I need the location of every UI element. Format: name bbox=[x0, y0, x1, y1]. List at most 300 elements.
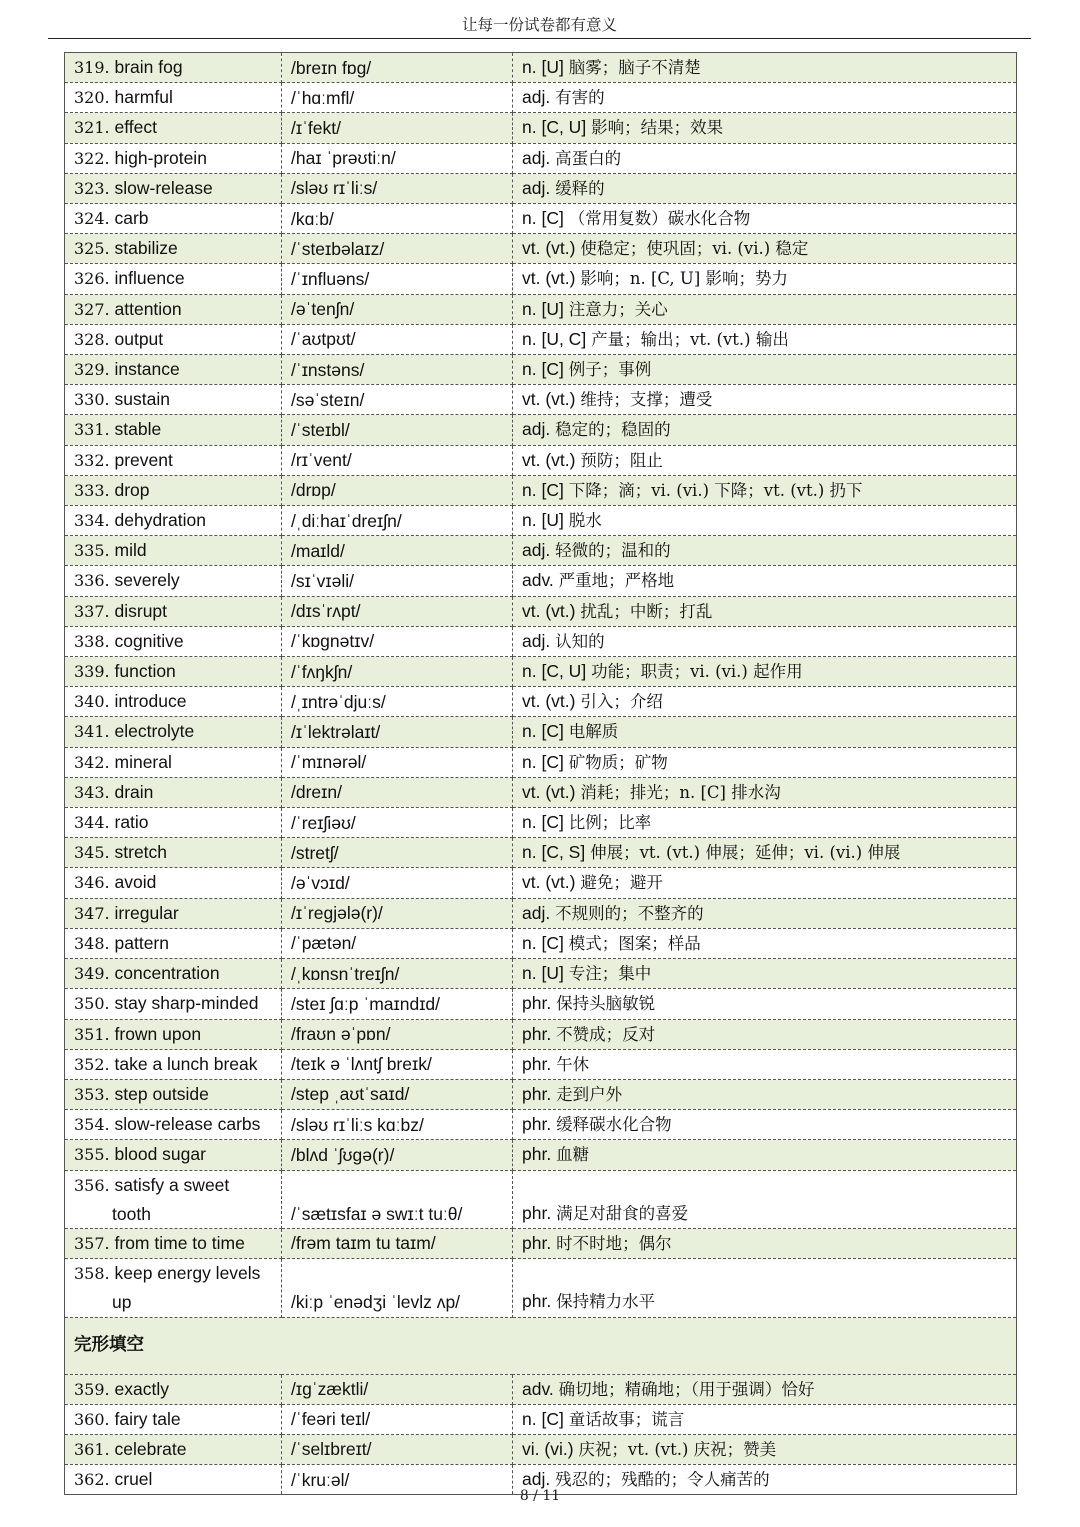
phonetic-cell bbox=[282, 566, 513, 596]
entry-meaning: 时不时地；偶尔 bbox=[556, 1233, 672, 1253]
entry-pos: n. [C, S] bbox=[522, 842, 586, 863]
entry-word: step outside bbox=[114, 1083, 209, 1104]
definition-cell bbox=[513, 1374, 1017, 1404]
phonetic-cell bbox=[282, 83, 513, 113]
entry-meaning: 确切地；精确地；（用于强调）恰好 bbox=[558, 1379, 815, 1399]
phonetic-cell bbox=[282, 657, 513, 687]
table-row bbox=[65, 747, 1017, 777]
entry-number: 340. bbox=[74, 692, 110, 712]
phonetic-cell bbox=[282, 1140, 513, 1170]
word-cell bbox=[65, 838, 282, 868]
entry-meaning: 缓释的 bbox=[555, 178, 605, 198]
definition-cell bbox=[513, 445, 1017, 475]
entry-meaning: 影响；n. [C, U] 影响；势力 bbox=[580, 269, 789, 289]
entry-phonetic: /drɒp/ bbox=[291, 480, 336, 501]
definition-cell bbox=[513, 1404, 1017, 1434]
header-title: 让每一份试卷都有意义 bbox=[461, 16, 617, 34]
entry-pos: n. [U] bbox=[522, 510, 564, 531]
entry-number: 344. bbox=[74, 813, 110, 833]
table-row bbox=[65, 1079, 1017, 1109]
entry-number: 359. bbox=[74, 1379, 110, 1399]
entry-phonetic: /ˈfʌŋkʃn/ bbox=[291, 661, 353, 682]
definition-cell bbox=[513, 264, 1017, 294]
table-row bbox=[65, 324, 1017, 354]
entry-word: blood sugar bbox=[114, 1144, 206, 1165]
entry-phonetic: /ɪgˈzæktli/ bbox=[291, 1379, 369, 1400]
entry-word: stable bbox=[114, 419, 162, 440]
entry-phonetic: /ˈsteɪbl/ bbox=[291, 419, 350, 440]
word-cell bbox=[65, 808, 282, 838]
entry-pos: vt. (vt.) bbox=[522, 600, 576, 621]
entry-meaning: 有害的 bbox=[555, 88, 605, 108]
definition-cell bbox=[513, 687, 1017, 717]
entry-pos: n. [C] bbox=[522, 932, 564, 953]
entry-phonetic: /ˈmɪnərəl/ bbox=[291, 752, 367, 773]
entry-pos: vt. (vt.) bbox=[522, 781, 576, 802]
table-row bbox=[65, 445, 1017, 475]
entry-meaning: 矿物质；矿物 bbox=[568, 752, 668, 772]
word-cell bbox=[65, 204, 282, 234]
definition-cell bbox=[513, 777, 1017, 807]
phonetic-cell bbox=[282, 1049, 513, 1079]
entry-phonetic: /ˈpætən/ bbox=[291, 933, 357, 954]
entry-meaning: 注意力；关心 bbox=[568, 299, 668, 319]
phonetic-cell bbox=[282, 1259, 513, 1317]
entry-word: brain fog bbox=[114, 57, 183, 77]
entry-meaning: 专注；集中 bbox=[568, 964, 652, 984]
table-row bbox=[65, 1404, 1017, 1434]
page-number: 8 / 11 bbox=[519, 1488, 561, 1504]
phonetic-cell bbox=[282, 1110, 513, 1140]
entry-phonetic: /fraʊn əˈpɒn/ bbox=[291, 1024, 391, 1044]
definition-cell bbox=[513, 838, 1017, 868]
definition-cell bbox=[513, 1019, 1017, 1049]
entry-pos: n. [C, U] bbox=[522, 661, 587, 682]
word-cell bbox=[65, 1019, 282, 1049]
entry-number: 352. bbox=[74, 1054, 110, 1074]
word-cell bbox=[65, 506, 282, 536]
phonetic-cell bbox=[282, 1170, 513, 1228]
entry-word-continued: up bbox=[112, 1292, 132, 1313]
vocabulary-table-body bbox=[65, 53, 1017, 1495]
entry-number: 338. bbox=[74, 631, 110, 651]
entry-pos: adj. bbox=[522, 147, 551, 168]
entry-word: instance bbox=[114, 359, 180, 380]
entry-number: 346. bbox=[74, 873, 110, 893]
section-header-row bbox=[65, 1317, 1017, 1374]
entry-pos: adj. bbox=[522, 87, 551, 108]
entry-phonetic: /ˈsætɪsfaɪ ə swɪːt tuːθ/ bbox=[291, 1203, 463, 1224]
entry-number: 333. bbox=[74, 480, 110, 500]
entry-pos: n. [C] bbox=[522, 751, 564, 772]
word-cell bbox=[65, 415, 282, 445]
word-cell bbox=[65, 868, 282, 898]
entry-number: 339. bbox=[74, 662, 110, 682]
phonetic-cell bbox=[282, 234, 513, 264]
entry-word: slow-release bbox=[114, 177, 213, 198]
entry-word-continued: tooth bbox=[112, 1203, 151, 1224]
definition-cell bbox=[513, 1110, 1017, 1140]
entry-word: carb bbox=[114, 208, 149, 229]
entry-phonetic: /əˈtenʃn/ bbox=[291, 299, 355, 320]
entry-number: 337. bbox=[74, 601, 110, 621]
entry-number: 354. bbox=[74, 1115, 110, 1135]
table-row bbox=[65, 143, 1017, 173]
entry-word: drain bbox=[114, 781, 154, 802]
word-cell bbox=[65, 1374, 282, 1404]
entry-phonetic: /kiːp ˈenədʒi ˈlevlz ʌp/ bbox=[291, 1292, 461, 1313]
entry-word: harmful bbox=[114, 87, 173, 108]
entry-meaning: 引入；介绍 bbox=[580, 692, 663, 712]
entry-word: mild bbox=[114, 540, 147, 561]
table-row bbox=[65, 415, 1017, 445]
entry-phonetic: /ˈkɒgnətɪv/ bbox=[291, 631, 375, 652]
entry-pos: adj. bbox=[522, 1469, 551, 1490]
entry-number: 324. bbox=[74, 209, 110, 229]
definition-cell bbox=[513, 506, 1017, 536]
table-row bbox=[65, 113, 1017, 143]
entry-pos: adj. bbox=[522, 902, 551, 923]
definition-cell bbox=[513, 415, 1017, 445]
definition-cell bbox=[513, 143, 1017, 173]
entry-phonetic: /ɪˈregjələ(r)/ bbox=[291, 903, 383, 924]
entry-meaning: 保持头脑敏锐 bbox=[556, 994, 656, 1014]
word-cell bbox=[65, 596, 282, 626]
entry-word: stabilize bbox=[114, 238, 178, 259]
entry-word: stay sharp-minded bbox=[114, 993, 259, 1014]
definition-cell bbox=[513, 626, 1017, 656]
word-cell bbox=[65, 475, 282, 505]
entry-pos: n. [U] bbox=[522, 963, 564, 984]
entry-phonetic: /sləʊ rɪˈliːs kɑːbz/ bbox=[291, 1114, 424, 1135]
entry-meaning: 走到户外 bbox=[556, 1084, 623, 1104]
entry-pos: n. [C] bbox=[522, 812, 564, 833]
entry-pos: vi. (vi.) bbox=[522, 1438, 574, 1459]
entry-meaning: 下降；滴；vi. (vi.) 下降；vt. (vt.) 扔下 bbox=[568, 480, 863, 500]
table-row bbox=[65, 838, 1017, 868]
definition-cell bbox=[513, 1079, 1017, 1109]
entry-word: electrolyte bbox=[114, 721, 195, 742]
entry-word: function bbox=[114, 661, 176, 682]
phonetic-cell bbox=[282, 475, 513, 505]
phonetic-cell bbox=[282, 928, 513, 958]
entry-meaning: 不规则的；不整齐的 bbox=[555, 903, 704, 923]
table-row bbox=[65, 264, 1017, 294]
phonetic-cell bbox=[282, 536, 513, 566]
entry-pos: n. [U] bbox=[522, 57, 564, 77]
phonetic-cell bbox=[282, 445, 513, 475]
entry-meaning: 严重地；严格地 bbox=[558, 571, 675, 591]
entry-word: high-protein bbox=[114, 147, 207, 168]
word-cell bbox=[65, 687, 282, 717]
entry-word: cruel bbox=[114, 1469, 153, 1490]
entry-meaning: 脑雾；脑子不清楚 bbox=[568, 58, 701, 77]
phonetic-cell bbox=[282, 294, 513, 324]
entry-word: output bbox=[114, 328, 164, 349]
entry-word: drop bbox=[114, 479, 150, 500]
table-row bbox=[65, 1110, 1017, 1140]
entry-meaning: 庆祝；vt. (vt.) 庆祝；赞美 bbox=[578, 1439, 777, 1459]
phonetic-cell bbox=[282, 1079, 513, 1109]
entry-word: take a lunch break bbox=[114, 1053, 258, 1074]
entry-word: concentration bbox=[114, 963, 220, 984]
entry-word: attention bbox=[114, 298, 182, 319]
entry-phonetic: /maɪld/ bbox=[291, 540, 345, 561]
word-cell bbox=[65, 1110, 282, 1140]
entry-meaning: 模式；图案；样品 bbox=[568, 933, 701, 953]
entry-number: 334. bbox=[74, 511, 110, 531]
entry-pos: vt. (vt.) bbox=[522, 389, 576, 410]
entry-phonetic: /step ˌaʊtˈsaɪd/ bbox=[291, 1084, 410, 1105]
table-row bbox=[65, 566, 1017, 596]
entry-number: 358. bbox=[74, 1264, 110, 1284]
entry-number: 325. bbox=[74, 239, 110, 259]
definition-cell bbox=[513, 1228, 1017, 1258]
entry-number: 362. bbox=[74, 1470, 110, 1490]
entry-meaning: 认知的 bbox=[555, 631, 605, 651]
entry-number: 326. bbox=[74, 269, 110, 289]
entry-word: irregular bbox=[114, 902, 179, 923]
word-cell bbox=[65, 234, 282, 264]
entry-pos: adv. bbox=[522, 1378, 554, 1399]
definition-cell bbox=[513, 173, 1017, 203]
entry-phonetic: /ˌkɒnsnˈtreɪʃn/ bbox=[291, 963, 400, 984]
entry-meaning: 血糖 bbox=[556, 1145, 590, 1165]
word-cell bbox=[65, 959, 282, 989]
word-cell bbox=[65, 928, 282, 958]
entry-number: 341. bbox=[74, 722, 110, 742]
definition-cell bbox=[513, 324, 1017, 354]
table-row bbox=[65, 83, 1017, 113]
table-row bbox=[65, 1019, 1017, 1049]
definition-cell bbox=[513, 989, 1017, 1019]
entry-word: severely bbox=[114, 570, 180, 591]
definition-cell bbox=[513, 1049, 1017, 1079]
table-row bbox=[65, 657, 1017, 687]
entry-phonetic: /rɪˈvent/ bbox=[291, 450, 352, 471]
entry-pos: vt. (vt.) bbox=[522, 449, 576, 470]
word-cell bbox=[65, 626, 282, 656]
entry-meaning: 脱水 bbox=[568, 511, 602, 531]
entry-word: celebrate bbox=[114, 1438, 187, 1459]
definition-cell bbox=[513, 747, 1017, 777]
entry-number: 332. bbox=[74, 450, 110, 470]
entry-phonetic: /ɪˈlektrəlaɪt/ bbox=[291, 721, 381, 742]
entry-number: 351. bbox=[74, 1024, 110, 1044]
entry-number: 348. bbox=[74, 933, 110, 953]
vocabulary-table bbox=[64, 52, 1017, 1495]
entry-pos: n. [C] bbox=[522, 721, 564, 742]
entry-phonetic: /dreɪn/ bbox=[291, 782, 342, 803]
entry-word: ratio bbox=[114, 812, 149, 833]
entry-pos: n. [C] bbox=[522, 208, 564, 229]
entry-number: 345. bbox=[74, 843, 110, 863]
entry-phonetic: /ˈɪnstəns/ bbox=[291, 359, 365, 380]
entry-word: influence bbox=[114, 268, 185, 289]
definition-cell bbox=[513, 717, 1017, 747]
table-row bbox=[65, 385, 1017, 415]
table-row bbox=[65, 1228, 1017, 1258]
table-row bbox=[65, 506, 1017, 536]
entry-meaning: 童话故事；谎言 bbox=[568, 1409, 685, 1429]
entry-meaning: 产量；输出；vt. (vt.) 输出 bbox=[591, 329, 789, 349]
phonetic-cell bbox=[282, 959, 513, 989]
entry-meaning: 例子；事例 bbox=[568, 360, 652, 380]
phonetic-cell bbox=[282, 777, 513, 807]
entry-pos: phr. bbox=[522, 1083, 552, 1104]
entry-number: 322. bbox=[74, 148, 110, 168]
word-cell bbox=[65, 536, 282, 566]
entry-pos: adj. bbox=[522, 540, 551, 561]
entry-meaning: 电解质 bbox=[568, 722, 619, 742]
entry-pos: n. [C] bbox=[522, 359, 564, 380]
table-row bbox=[65, 1049, 1017, 1079]
entry-pos: n. [U] bbox=[522, 298, 564, 319]
phonetic-cell bbox=[282, 838, 513, 868]
word-cell bbox=[65, 1170, 282, 1228]
table-row bbox=[65, 928, 1017, 958]
entry-number: 349. bbox=[74, 964, 110, 984]
entry-number: 319. bbox=[74, 58, 110, 77]
word-cell bbox=[65, 1049, 282, 1079]
definition-cell bbox=[513, 83, 1017, 113]
definition-cell bbox=[513, 1434, 1017, 1464]
word-cell bbox=[65, 1259, 282, 1317]
entry-phonetic: /ˈreɪʃiəʊ/ bbox=[291, 812, 356, 833]
entry-pos: adj. bbox=[522, 177, 551, 198]
entry-word: slow-release carbs bbox=[114, 1114, 261, 1135]
table-row bbox=[65, 294, 1017, 324]
table-row bbox=[65, 959, 1017, 989]
phonetic-cell bbox=[282, 1434, 513, 1464]
entry-pos: n. [C] bbox=[522, 479, 564, 500]
entry-word: pattern bbox=[114, 932, 169, 953]
table-row bbox=[65, 53, 1017, 83]
entry-pos: vt. (vt.) bbox=[522, 691, 576, 712]
phonetic-cell bbox=[282, 324, 513, 354]
entry-meaning: 高蛋白的 bbox=[555, 148, 622, 168]
phonetic-cell bbox=[282, 626, 513, 656]
entry-phonetic: /blʌd ˈʃʊgə(r)/ bbox=[291, 1144, 395, 1165]
entry-meaning: 影响；结果；效果 bbox=[591, 118, 724, 138]
table-row bbox=[65, 1259, 1017, 1317]
phonetic-cell bbox=[282, 385, 513, 415]
entry-pos: phr. bbox=[522, 1144, 552, 1165]
phonetic-cell bbox=[282, 415, 513, 445]
definition-cell bbox=[513, 566, 1017, 596]
table-row bbox=[65, 355, 1017, 385]
entry-number: 355. bbox=[74, 1145, 110, 1165]
word-cell bbox=[65, 385, 282, 415]
word-cell bbox=[65, 1404, 282, 1434]
table-row bbox=[65, 596, 1017, 626]
phonetic-cell bbox=[282, 596, 513, 626]
entry-number: 350. bbox=[74, 994, 110, 1014]
definition-cell bbox=[513, 355, 1017, 385]
table-row bbox=[65, 475, 1017, 505]
phonetic-cell bbox=[282, 1228, 513, 1258]
phonetic-cell bbox=[282, 264, 513, 294]
entry-number: 342. bbox=[74, 752, 110, 772]
entry-word: exactly bbox=[114, 1378, 169, 1399]
entry-meaning: 稳定的；稳固的 bbox=[555, 420, 671, 440]
phonetic-cell bbox=[282, 1374, 513, 1404]
entry-number: 353. bbox=[74, 1084, 110, 1104]
word-cell bbox=[65, 53, 282, 83]
word-cell bbox=[65, 173, 282, 203]
entry-phonetic: /səˈsteɪn/ bbox=[291, 389, 365, 410]
entry-phonetic: /steɪ ʃɑːp ˈmaɪndɪd/ bbox=[291, 993, 441, 1014]
entry-pos: phr. bbox=[522, 1053, 552, 1074]
entry-word: effect bbox=[114, 117, 157, 138]
entry-number: 357. bbox=[74, 1233, 110, 1253]
entry-pos: n. [U, C] bbox=[522, 328, 587, 349]
word-cell bbox=[65, 83, 282, 113]
table-row bbox=[65, 868, 1017, 898]
entry-word: introduce bbox=[114, 691, 187, 712]
entry-phonetic: /ˈaʊtpʊt/ bbox=[291, 329, 356, 350]
word-cell bbox=[65, 294, 282, 324]
table-row bbox=[65, 1374, 1017, 1404]
entry-meaning: 不赞成；反对 bbox=[556, 1024, 656, 1044]
entry-word: frown upon bbox=[114, 1023, 202, 1044]
entry-meaning: 比例；比率 bbox=[568, 813, 652, 833]
entry-number: 343. bbox=[74, 782, 110, 802]
word-cell bbox=[65, 1079, 282, 1109]
entry-word: stretch bbox=[114, 842, 168, 863]
entry-phonetic: /ˈselɪbreɪt/ bbox=[291, 1439, 372, 1460]
entry-number: 361. bbox=[74, 1439, 110, 1459]
entry-pos: n. [C, U] bbox=[522, 117, 587, 138]
word-cell bbox=[65, 445, 282, 475]
entry-meaning: 消耗；排光；n. [C] 排水沟 bbox=[580, 782, 781, 802]
entry-phonetic: /ˈɪnfluəns/ bbox=[291, 268, 370, 289]
entry-phonetic: /əˈvɔɪd/ bbox=[291, 872, 350, 893]
phonetic-cell bbox=[282, 1019, 513, 1049]
table-row bbox=[65, 1434, 1017, 1464]
entry-meaning: 轻微的；温和的 bbox=[555, 541, 671, 561]
entry-number: 331. bbox=[74, 420, 110, 440]
entry-number: 336. bbox=[74, 571, 110, 591]
phonetic-cell bbox=[282, 717, 513, 747]
entry-meaning: 缓释碳水化合物 bbox=[556, 1115, 672, 1135]
entry-meaning: 使稳定；使巩固；vi. (vi.) 稳定 bbox=[580, 239, 809, 259]
definition-cell bbox=[513, 234, 1017, 264]
entry-meaning: 残忍的；残酷的；令人痛苦的 bbox=[555, 1470, 770, 1490]
definition-cell bbox=[513, 385, 1017, 415]
definition-cell bbox=[513, 1259, 1017, 1317]
table-row bbox=[65, 808, 1017, 838]
entry-phonetic: /ˈsteɪbəlaɪz/ bbox=[291, 238, 385, 259]
table-row bbox=[65, 204, 1017, 234]
entry-phonetic: /breɪn fɒg/ bbox=[291, 57, 372, 78]
table-row bbox=[65, 989, 1017, 1019]
phonetic-cell bbox=[282, 355, 513, 385]
table-row bbox=[65, 234, 1017, 264]
word-cell bbox=[65, 1228, 282, 1258]
phonetic-cell bbox=[282, 747, 513, 777]
phonetic-cell bbox=[282, 868, 513, 898]
word-cell bbox=[65, 113, 282, 143]
entry-meaning: 扰乱；中断；打乱 bbox=[580, 601, 713, 621]
phonetic-cell bbox=[282, 1404, 513, 1434]
entry-phonetic: /frəm taɪm tu taɪm/ bbox=[291, 1233, 436, 1254]
definition-cell bbox=[513, 294, 1017, 324]
definition-cell bbox=[513, 808, 1017, 838]
entry-number: 327. bbox=[74, 299, 110, 319]
phonetic-cell bbox=[282, 143, 513, 173]
word-cell bbox=[65, 355, 282, 385]
